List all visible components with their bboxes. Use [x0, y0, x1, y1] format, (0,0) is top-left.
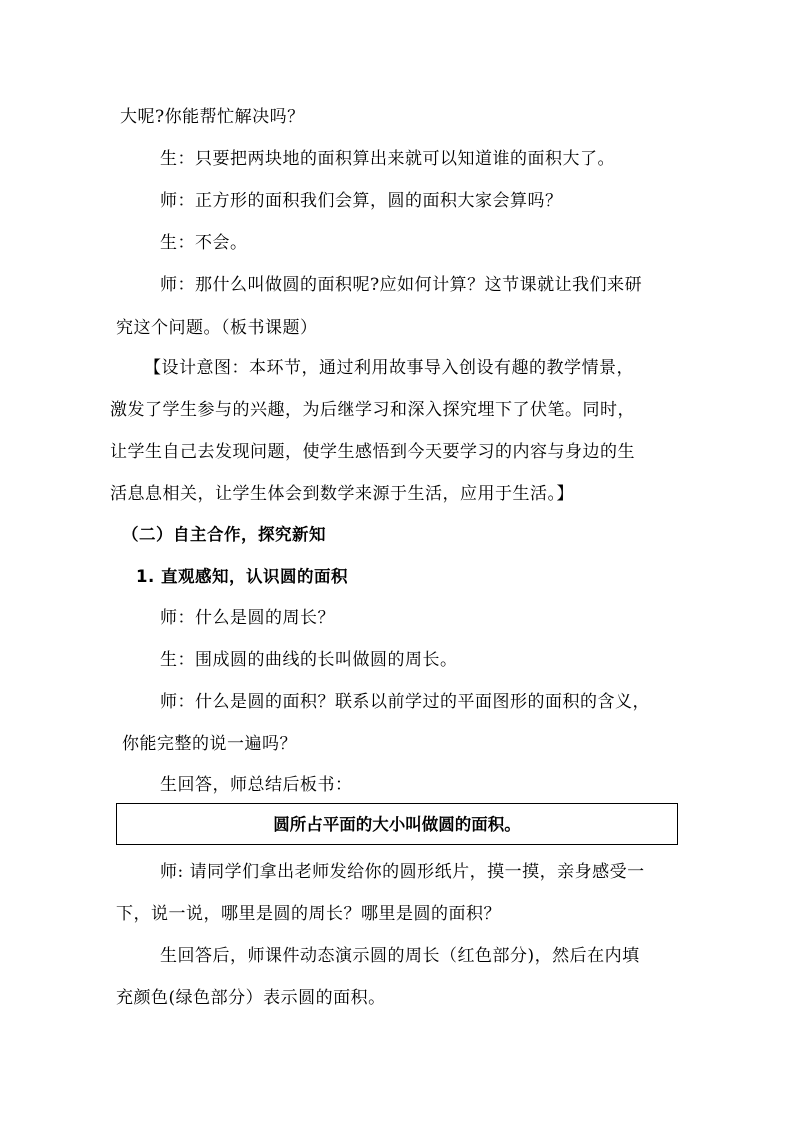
- paragraph-line: 究这个问题。（板书课题）: [116, 318, 318, 338]
- paragraph-line: 师：什么是圆的面积？联系以前学过的平面图形的面积的含义，: [160, 692, 650, 712]
- paragraph-line: 充颜色(绿色部分）表示圆的面积。: [116, 988, 386, 1008]
- section-heading: （二）自主合作，探究新知: [122, 525, 326, 544]
- paragraph-line: 师：正方形的面积我们会算，圆的面积大家会算吗？: [160, 191, 563, 211]
- design-intent-line: 让学生自己去发现问题，使学生感悟到今天要学习的内容与身边的生: [110, 442, 635, 462]
- paragraph-line: 生回答，师总结后板书：: [160, 775, 353, 795]
- paragraph-line: 师：什么是圆的周长？: [160, 608, 335, 628]
- definition-box: [116, 803, 678, 845]
- sub-heading: 1. 直观感知，认识圆的面积: [136, 567, 348, 586]
- paragraph-line: 生：围成圆的曲线的长叫做圆的周长。: [160, 650, 458, 670]
- paragraph-line: 师：那什么叫做圆的面积呢?应如何计算？这节课就让我们来研: [160, 275, 643, 295]
- paragraph-line: 生：只要把两块地的面积算出来就可以知道谁的面积大了。: [160, 149, 615, 169]
- paragraph-line: 生回答后，师课件动态演示圆的周长（红色部分)，然后在内填: [160, 946, 640, 966]
- paragraph-line: 下，说一说，哪里是圆的周长？哪里是圆的面积？: [116, 904, 501, 924]
- design-intent-line: 激发了学生参与的兴趣，为后继学习和深入探究埋下了伏笔。同时，: [110, 400, 635, 420]
- paragraph-line: 你能完整的说一遍吗？: [122, 734, 297, 754]
- definition-text: 圆所占平面的大小叫做圆的面积。: [273, 815, 521, 834]
- design-intent-line: 活息息相关，让学生体会到数学来源于生活，应用于生活。】: [110, 484, 574, 504]
- paragraph-line: 师: 请同学们拿出老师发给你的圆形纸片，摸一摸，亲身感受一: [160, 862, 645, 882]
- paragraph-line: 大呢?你能帮忙解决吗？: [120, 107, 305, 127]
- paragraph-line: 生：不会。: [160, 233, 248, 253]
- design-intent-line: 【设计意图：本环节，通过利用故事导入创设有趣的教学情景，: [144, 358, 634, 378]
